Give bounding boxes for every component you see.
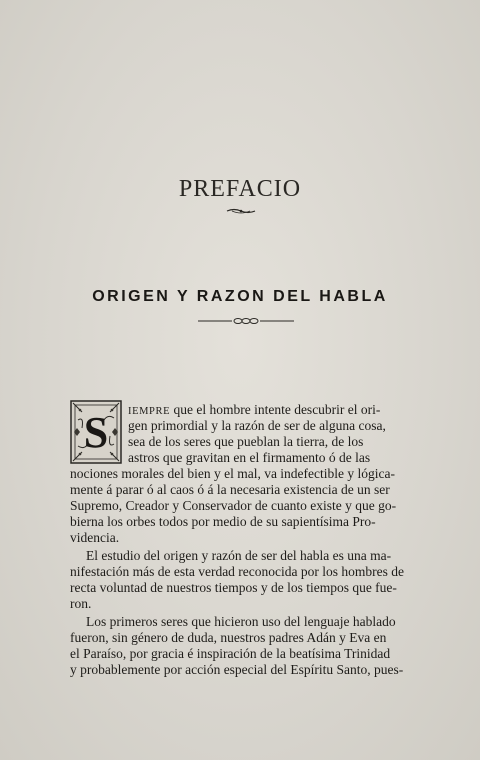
ornament-flourish-icon: [226, 207, 256, 215]
text-line: fueron, sin género de duda, nuestros padres Adán y Eva en: [70, 630, 387, 645]
text-line: videncia.: [70, 530, 120, 545]
text-line: ron.: [70, 596, 92, 611]
text-line: sea de los seres que pueblan la tierra, de los: [128, 434, 364, 449]
dropcap-letter: S: [83, 408, 109, 457]
text-line: nociones morales del bien y el mal, va indefectible y lógica-: [70, 466, 396, 481]
text-line: astros que gravitan en el firmamento ó de las: [128, 450, 371, 465]
text-line: y probablemente por acción especial del Espíritu Santo, pues-: [70, 662, 404, 677]
text-line: Supremo, Creador y Conservador de cuanto existe y que go-: [70, 498, 397, 513]
text-line: nifestación más de esta verdad reconocida por los hombres de: [70, 564, 405, 579]
text-line: el Paraíso, por gracia é inspiración de la beatísima Trinidad: [70, 646, 391, 661]
text-line: gen primordial y la razón de ser de alguna cosa,: [128, 418, 386, 433]
text-line: IEMPRE que el hombre intente descubrir el ori-: [128, 402, 381, 417]
section-title: ORIGEN Y RAZON DEL HABLA: [92, 288, 388, 305]
ornament-rule-icon: [196, 316, 296, 326]
decorated-initial-icon: [70, 400, 122, 464]
text-line: bierna los orbes todos por medio de su sapientísima Pro-: [70, 514, 376, 529]
lead-smallcaps: IEMPRE: [128, 406, 171, 417]
text-line: mente á parar ó al caos ó á la necesaria existencia de un ser: [70, 482, 390, 497]
text-line: Los primeros seres que hicieron uso del lenguaje hablado: [86, 614, 396, 629]
text-line: El estudio del origen y razón de ser del habla es una ma-: [86, 548, 392, 563]
preface-title: PREFACIO: [178, 176, 302, 202]
text-line: recta voluntad de nuestros tiempos y de los tiempos que fue-: [70, 580, 397, 595]
